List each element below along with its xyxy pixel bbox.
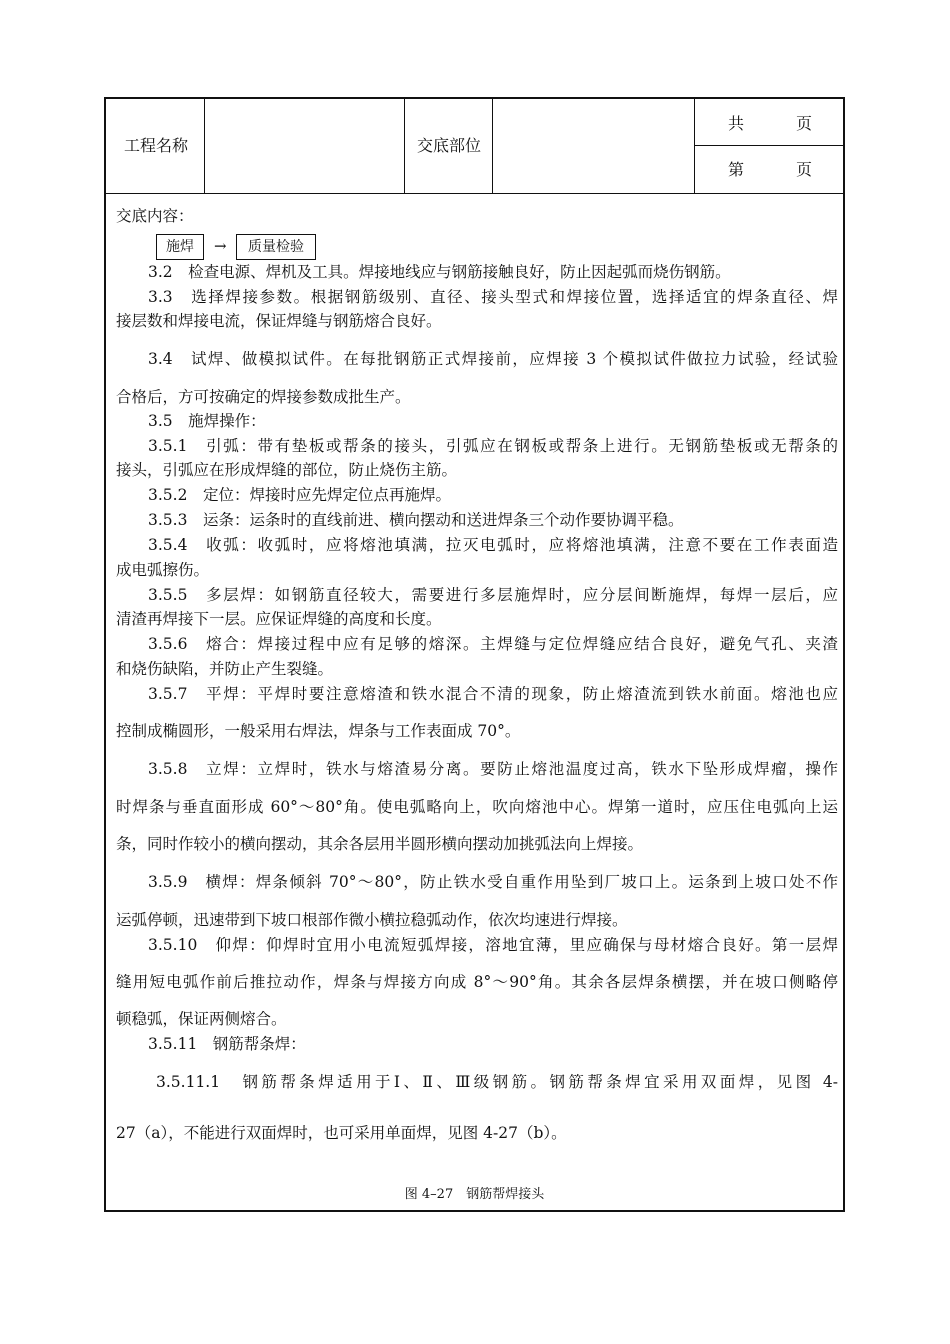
paragraph-line: 运弧停顿，迅速带到下坡口根部作微小横拉稳弧动作，依次均速进行焊接。 bbox=[116, 911, 628, 929]
flow-step-inspection: 质量检验 bbox=[236, 234, 316, 260]
paragraph-line: 3.5.8 立焊：立焊时，铁水与熔渣易分离。要防止熔池温度过高，铁水下坠形成焊瘤，操作 bbox=[148, 760, 838, 778]
paragraph-line: 3.5 施焊操作： bbox=[148, 412, 266, 430]
paragraph-line: 控制成椭圆形，一般采用右焊法，焊条与工作表面成 70°。 bbox=[116, 722, 521, 740]
paragraph-line: 3.5.2 定位：焊接时应先焊定位点再施焊。 bbox=[148, 486, 451, 504]
paragraph-line: 3.5.1 引弧：带有垫板或帮条的接头，引弧应在钢板或帮条上进行。无钢筋垫板或无帮条的 bbox=[148, 437, 838, 455]
content-label: 交底内容： bbox=[116, 207, 194, 225]
paragraph-line: 3.4 试焊、做模拟试件。在每批钢筋正式焊接前，应焊接 3 个模拟试件做拉力试验，经试验 bbox=[148, 350, 838, 368]
paragraph-line: 3.3 选择焊接参数。根据钢筋级别、直径、接头型式和焊接位置，选择适宜的焊条直径、焊 bbox=[148, 288, 838, 306]
paragraph-line: 3.5.5 多层焊：如钢筋直径较大，需要进行多层施焊时，应分层间断施焊，每焊一层后，应 bbox=[148, 586, 838, 604]
page-number-unit: 页 bbox=[796, 160, 813, 179]
paragraph-line: 接层数和焊接电流，保证焊缝与钢筋熔合良好。 bbox=[116, 312, 442, 330]
paragraph-line: 时焊条与垂直面形成 60°～80°角。使电弧略向上，吹向熔池中心。焊第一道时，应压住电弧向上运 bbox=[116, 798, 838, 816]
divider bbox=[492, 99, 493, 193]
total-pages-unit: 页 bbox=[796, 114, 813, 133]
paragraph-line: 3.5.7 平焊：平焊时要注意熔渣和铁水混合不清的现象，防止熔渣流到铁水前面。熔池也应 bbox=[148, 685, 838, 703]
paragraph-line: 3.5.9 横焊：焊条倾斜 70°～80°，防止铁水受自重作用坠到厂坡口上。运条到上坡口处不作 bbox=[148, 873, 838, 891]
paragraph-line: 3.5.4 收弧：收弧时，应将熔池填满，拉灭电弧时，应将熔池填满，注意不要在工作表面造 bbox=[148, 536, 838, 554]
form-header bbox=[106, 99, 843, 194]
paragraph-line: 和烧伤缺陷，并防止产生裂缝。 bbox=[116, 660, 334, 678]
divider bbox=[694, 145, 843, 146]
paragraph-line: 3.5.3 运条：运条时的直线前进、横向摆动和送进焊条三个动作要协调平稳。 bbox=[148, 511, 684, 529]
page-number-label: 第 bbox=[728, 160, 745, 179]
paragraph-line: 3.5.10 仰焊：仰焊时宜用小电流短弧焊接，溶地宜薄，里应确保与母材熔合良好。第一层焊 bbox=[148, 936, 838, 954]
paragraph-line: 条，同时作较小的横向摆动，其余各层用半圆形横向摆动加挑弧法向上焊接。 bbox=[116, 835, 644, 853]
project-name-label: 工程名称 bbox=[124, 136, 189, 155]
disclosure-part-label: 交底部位 bbox=[417, 136, 482, 155]
divider bbox=[204, 99, 205, 193]
total-pages-label: 共 bbox=[728, 114, 745, 133]
paragraph-line: 3.5.11 钢筋帮条焊： bbox=[148, 1035, 306, 1053]
paragraph-line: 顿稳弧，保证两侧熔合。 bbox=[116, 1010, 287, 1028]
paragraph-line: 3.5.6 熔合：焊接过程中应有足够的熔深。主焊缝与定位焊缝应结合良好，避免气孔、夹渣 bbox=[148, 635, 838, 653]
divider bbox=[404, 99, 405, 193]
paragraph-line: 接头，引弧应在形成焊缝的部位，防止烧伤主筋。 bbox=[116, 461, 458, 479]
paragraph-line: 缝用短电弧作前后推拉动作，焊条与焊接方向成 8°～90°角。其余各层焊条横摆，并在坡口侧略停 bbox=[116, 973, 838, 991]
paragraph-line: 3.2 检查电源、焊机及工具。焊接地线应与钢筋接触良好，防止因起弧而烧伤钢筋。 bbox=[148, 263, 731, 281]
flow-step-weld: 施焊 bbox=[156, 234, 204, 260]
figure-caption: 图 4–27 钢筋帮焊接头 bbox=[404, 1187, 545, 1202]
paragraph-line: 3.5.11.1 钢筋帮条焊适用于Ⅰ、Ⅱ、Ⅲ级钢筋。钢筋帮条焊宜采用双面焊，见图 4- bbox=[156, 1073, 838, 1091]
paragraph-line: 成电弧擦伤。 bbox=[116, 561, 210, 579]
divider bbox=[694, 99, 695, 193]
paragraph-line: 清渣再焊接下一层。应保证焊缝的高度和长度。 bbox=[116, 610, 442, 628]
paragraph-line: 27（a），不能进行双面焊时，也可采用单面焊，见图 4-27（b）。 bbox=[116, 1124, 567, 1142]
disclosure-form bbox=[104, 97, 845, 1212]
paragraph-line: 合格后，方可按确定的焊接参数成批生产。 bbox=[116, 388, 411, 406]
flow-arrow: → bbox=[214, 237, 227, 255]
